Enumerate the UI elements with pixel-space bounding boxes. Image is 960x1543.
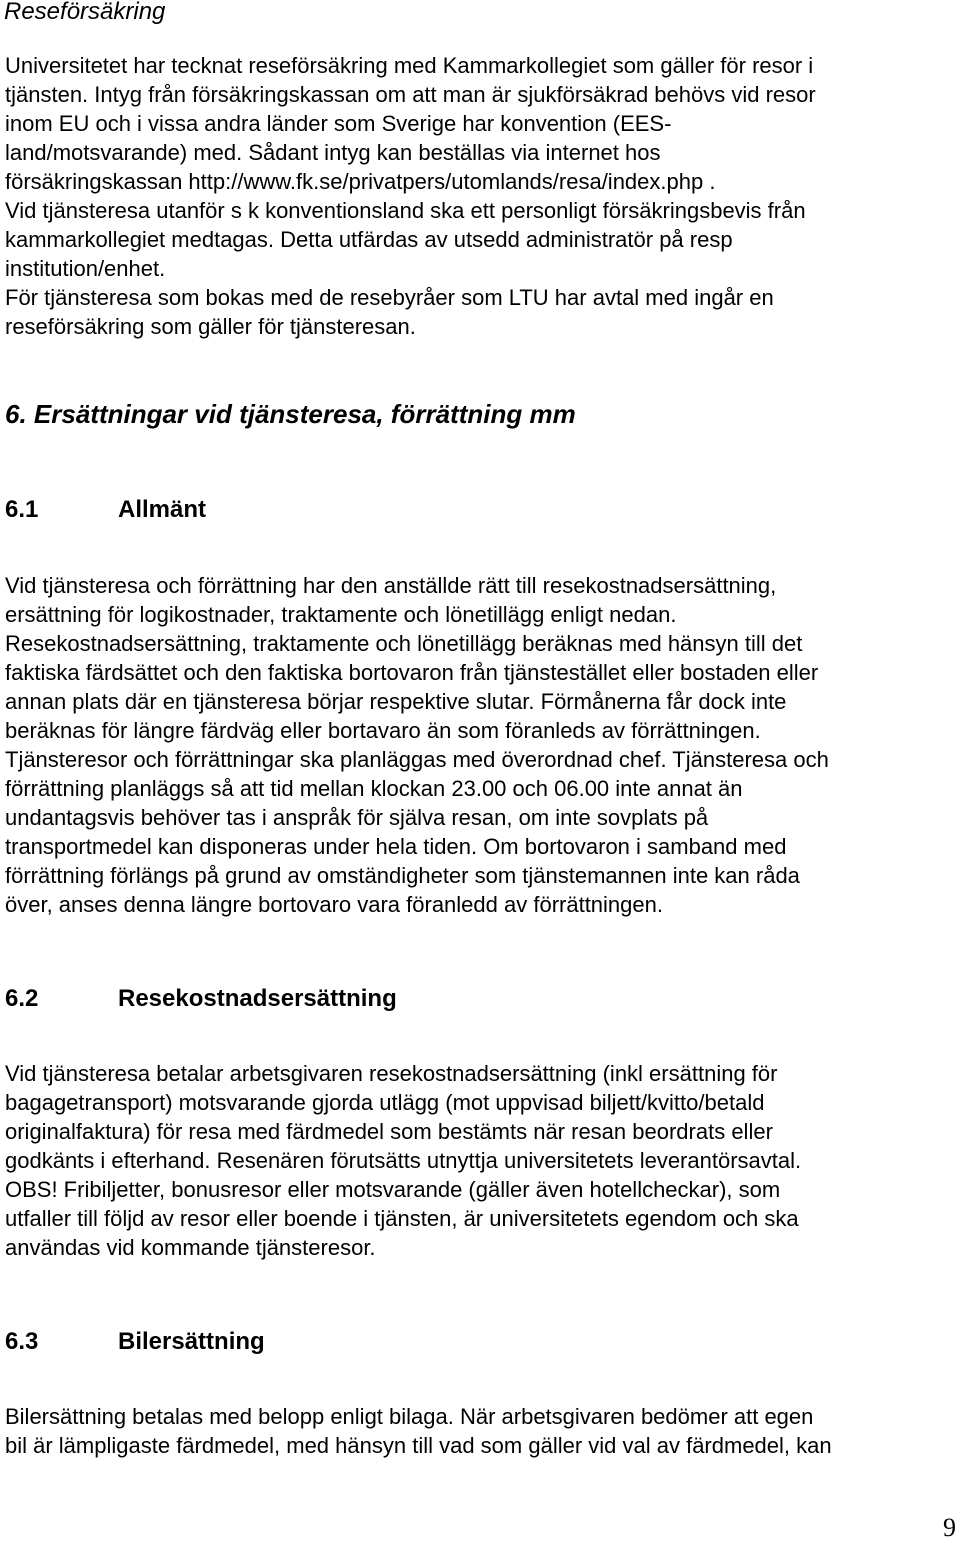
subsection-number: 6.2 bbox=[5, 985, 39, 1012]
text-line: Bilersättning betalas med belopp enligt bilaga. När arbetsgivaren bedömer att egen bbox=[5, 1404, 814, 1429]
text-line: försäkringskassan http://www.fk.se/privatpers/utomlands/resa/index.php . bbox=[5, 169, 716, 194]
page-number: 9 bbox=[943, 1513, 956, 1542]
text-line: reseförsäkring som gäller för tjänsteresan. bbox=[5, 314, 416, 339]
subsection-heading-bilersattning: Bilersättning bbox=[118, 1328, 265, 1355]
heading-reseforsakring: Reseförsäkring bbox=[4, 0, 166, 25]
text-line: utfaller till följd av resor eller boende i tjänsten, är universitetets egendom och ska bbox=[5, 1206, 799, 1231]
section-heading-6: 6. Ersättningar vid tjänsteresa, förrättning mm bbox=[5, 399, 576, 429]
text-line: ersättning för logikostnader, traktamente och lönetillägg enligt nedan. bbox=[5, 602, 677, 627]
subsection-number: 6.1 bbox=[5, 496, 39, 523]
text-line: Vid tjänsteresa och förrättning har den anställde rätt till resekostnadsersättning, bbox=[5, 573, 777, 598]
text-line: land/motsvarande) med. Sådant intyg kan beställas via internet hos bbox=[5, 140, 661, 165]
text-line: förrättning förlängs på grund av omständigheter som tjänstemannen inte kan råda bbox=[5, 863, 800, 888]
subsection-heading-allmant: Allmänt bbox=[118, 496, 207, 523]
text-line: kammarkollegiet medtagas. Detta utfärdas av utsedd administratör på resp bbox=[5, 227, 733, 252]
text-line: beräknas för längre färdväg eller bortavaro än som föranleds av förrättningen. bbox=[5, 718, 761, 743]
text-line: annan plats där en tjänsteresa börjar respektive slutar. Förmånerna får dock inte bbox=[5, 689, 787, 714]
text-line: institution/enhet. bbox=[5, 256, 166, 281]
text-line: användas vid kommande tjänsteresor. bbox=[5, 1235, 376, 1260]
subsection-number: 6.3 bbox=[5, 1328, 39, 1355]
text-line: OBS! Fribiljetter, bonusresor eller motsvarande (gäller även hotellcheckar), som bbox=[5, 1177, 781, 1202]
text-line: godkänts i efterhand. Resenären förutsätts utnyttja universitetets leverantörsavtal. bbox=[5, 1148, 802, 1173]
text-line: Universitetet har tecknat reseförsäkring med Kammarkollegiet som gäller för resor i bbox=[5, 53, 814, 78]
text-line: bil är lämpligaste färdmedel, med hänsyn till vad som gäller vid val av färdmedel, kan bbox=[5, 1433, 832, 1458]
text-line: Vid tjänsteresa utanför s k konventionsland ska ett personligt försäkringsbevis från bbox=[5, 198, 806, 223]
text-line: inom EU och i vissa andra länder som Sverige har konvention (EES- bbox=[5, 111, 672, 136]
text-line: originalfaktura) för resa med färdmedel som bestämts när resan beordrats eller bbox=[5, 1119, 773, 1144]
text-line: tjänsten. Intyg från försäkringskassan om att man är sjukförsäkrad behövs vid resor bbox=[5, 82, 816, 107]
text-line: Vid tjänsteresa betalar arbetsgivaren resekostnadsersättning (inkl ersättning för bbox=[5, 1061, 778, 1086]
text-line: över, anses denna längre bortovaro vara föranledd av förrättningen. bbox=[5, 892, 663, 917]
text-line: bagagetransport) motsvarande gjorda utlägg (mot uppvisad biljett/kvitto/betald bbox=[5, 1090, 765, 1115]
text-line: Resekostnadsersättning, traktamente och lönetillägg beräknas med hänsyn till det bbox=[5, 631, 803, 656]
text-line: Tjänsteresor och förrättningar ska planläggas med överordnad chef. Tjänsteresa och bbox=[5, 747, 829, 772]
text-line: faktiska färdsättet och den faktiska bortovaron från tjänstestället eller bostaden eller bbox=[5, 660, 819, 685]
text-line: transportmedel kan disponeras under hela tiden. Om bortovaron i samband med bbox=[5, 834, 787, 859]
text-line: undantagsvis behöver tas i anspråk för själva resan, om inte sovplats på bbox=[5, 805, 709, 830]
text-line: För tjänsteresa som bokas med de resebyråer som LTU har avtal med ingår en bbox=[5, 285, 774, 310]
subsection-heading-resekostnadsersattning: Resekostnadsersättning bbox=[118, 985, 397, 1012]
text-line: förrättning planläggs så att tid mellan klockan 23.00 och 06.00 inte annat än bbox=[5, 776, 743, 801]
